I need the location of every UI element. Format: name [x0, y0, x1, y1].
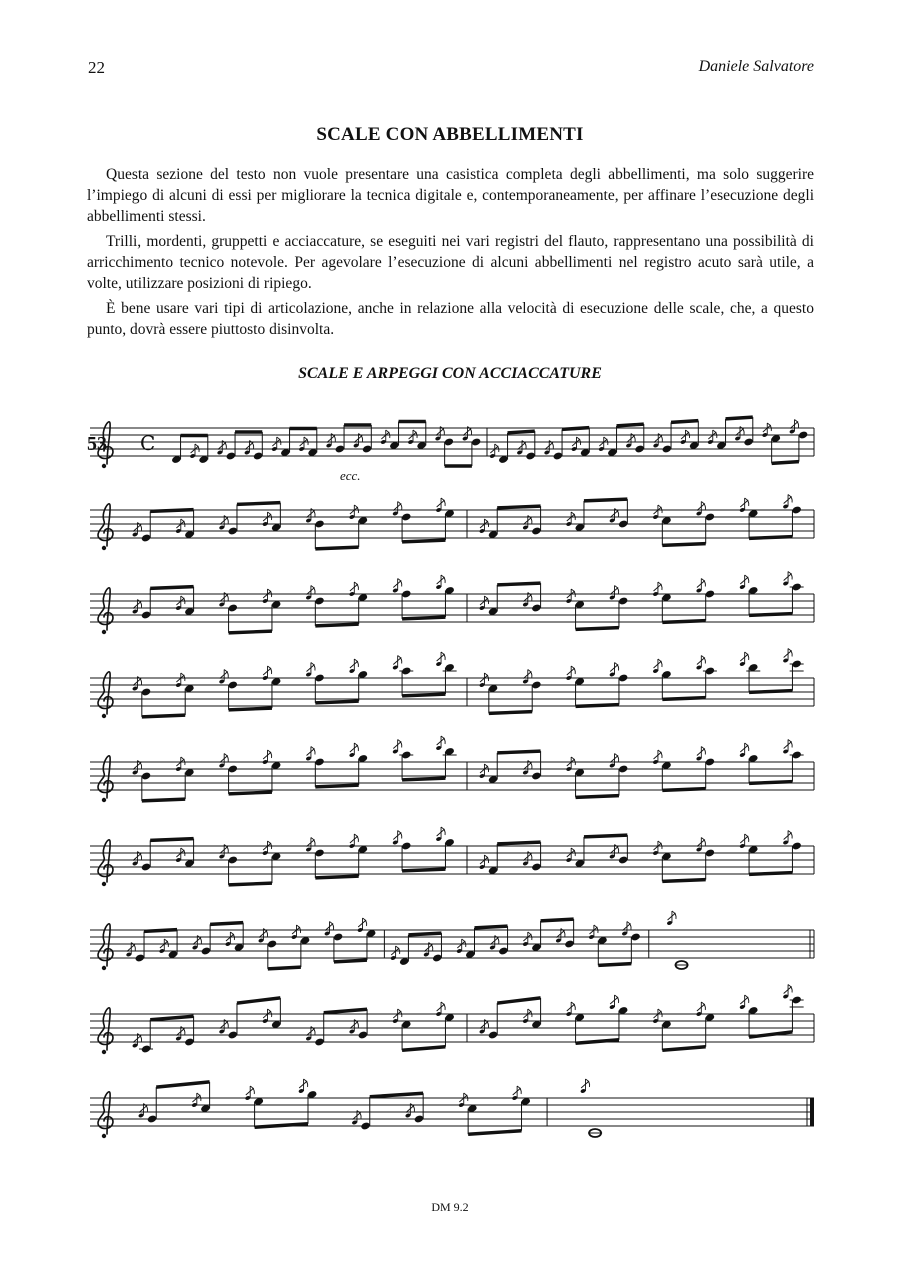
note-head — [147, 1114, 157, 1123]
grace-note-flag — [268, 841, 272, 849]
note-head — [630, 932, 640, 941]
note-head — [401, 750, 411, 759]
beam — [576, 796, 619, 798]
note-head — [314, 1037, 324, 1046]
grace-note-flag — [484, 855, 488, 863]
beam — [334, 960, 367, 962]
grace-note-flag — [745, 995, 749, 1003]
grace-note-flag — [627, 922, 631, 930]
note-head — [141, 1044, 151, 1053]
grace-note-flag — [354, 743, 358, 751]
grace-note-flag — [396, 946, 400, 954]
grace-note-flag — [354, 834, 358, 842]
note-head — [553, 451, 563, 460]
beam — [402, 694, 445, 696]
section-title: SCALE CON ABBELLIMENTI — [316, 124, 584, 145]
beam — [726, 417, 753, 419]
grace-note-flag — [604, 437, 608, 445]
beam — [468, 1131, 521, 1135]
note-head — [531, 771, 541, 780]
grace-note-flag — [311, 747, 315, 755]
grace-note-flag — [304, 437, 308, 445]
grace-note-flag — [701, 1002, 705, 1010]
note-head — [314, 519, 324, 528]
grace-note-flag — [230, 932, 234, 940]
grace-note-flag — [268, 750, 272, 758]
grace-note-flag — [224, 670, 228, 678]
grace-note-flag — [462, 939, 466, 947]
treble-clef-tail — [102, 966, 106, 970]
note-head — [705, 589, 715, 598]
beam — [576, 1040, 619, 1044]
grace-note-flag — [363, 918, 367, 926]
treble-clef-tail — [102, 798, 106, 802]
grace-note-flag — [181, 757, 185, 765]
note-head — [525, 451, 535, 460]
grace-note-flag — [441, 736, 445, 744]
beam — [662, 544, 705, 546]
grace-note-flag — [658, 841, 662, 849]
note-head — [401, 841, 411, 850]
beam — [402, 540, 445, 542]
note-head — [201, 946, 211, 955]
grace-note-flag — [745, 834, 749, 842]
beam — [662, 880, 705, 882]
grace-note-flag — [398, 831, 402, 839]
grace-note-flag — [701, 838, 705, 846]
grace-note-flag — [195, 444, 199, 452]
grace-note-flag — [484, 519, 488, 527]
grace-note-flag — [398, 502, 402, 510]
note-head — [618, 764, 628, 773]
note-head — [184, 1037, 194, 1046]
grace-note-flag — [615, 586, 619, 594]
beam — [402, 1047, 445, 1051]
grace-note-flag — [788, 572, 792, 580]
ecc-abbreviation: ecc. — [340, 468, 361, 483]
note-head — [618, 855, 628, 864]
beam — [671, 421, 698, 423]
grace-note-flag — [788, 740, 792, 748]
beam — [268, 967, 301, 969]
grace-note-flag — [586, 1079, 590, 1087]
beam — [662, 789, 705, 791]
beam — [237, 503, 280, 505]
grace-note-flag — [495, 444, 499, 452]
beam — [584, 499, 627, 501]
note-head — [414, 1114, 424, 1123]
beam — [315, 547, 358, 549]
grace-note-flag — [788, 985, 792, 993]
note-head — [471, 437, 481, 446]
grace-note-flag — [571, 589, 575, 597]
beam — [408, 933, 441, 935]
note-head — [798, 430, 808, 439]
beam — [150, 587, 193, 589]
grace-note-flag — [615, 663, 619, 671]
beam — [142, 799, 185, 801]
beam — [497, 842, 540, 844]
grace-note-flag — [701, 656, 705, 664]
exercise-number: 53 — [87, 433, 107, 455]
note-head — [228, 680, 238, 689]
grace-note-flag — [658, 750, 662, 758]
note-head — [618, 673, 628, 682]
grace-note-flag — [745, 743, 749, 751]
beam — [150, 1016, 193, 1020]
grace-note-flag — [441, 827, 445, 835]
grace-note-flag — [745, 652, 749, 660]
note-head — [228, 1030, 238, 1039]
grace-note-flag — [398, 656, 402, 664]
beam — [584, 835, 627, 837]
treble-clef-tail — [102, 630, 106, 634]
note-head — [253, 451, 263, 460]
grace-note-flag — [181, 848, 185, 856]
grace-note-flag — [354, 582, 358, 590]
beam — [150, 839, 193, 841]
grace-note-flag — [615, 995, 619, 1003]
author-name: Daniele Salvatore — [698, 58, 814, 75]
note-head — [228, 764, 238, 773]
note-head — [401, 589, 411, 598]
note-head — [488, 1030, 498, 1039]
note-head — [791, 659, 801, 668]
beam — [402, 778, 445, 780]
grace-note-flag — [197, 1093, 201, 1101]
grace-note-flag — [615, 754, 619, 762]
note-head — [791, 582, 801, 591]
grace-note-flag — [571, 666, 575, 674]
grace-note-flag — [658, 659, 662, 667]
note-head — [314, 848, 324, 857]
note-head — [401, 512, 411, 521]
note-head — [314, 596, 324, 605]
note-head — [531, 603, 541, 612]
note-head — [335, 444, 345, 453]
grace-note-flag — [571, 757, 575, 765]
beam — [772, 462, 799, 464]
grace-note-flag — [250, 1086, 254, 1094]
note-head — [791, 841, 801, 850]
grace-note-flag — [658, 1009, 662, 1017]
beam — [749, 873, 792, 875]
grace-note-flag — [441, 652, 445, 660]
beam — [749, 614, 792, 616]
grace-note-flag — [701, 747, 705, 755]
beam — [402, 869, 445, 871]
grace-note-flag — [398, 1009, 402, 1017]
footer-code: DM 9.2 — [431, 1200, 469, 1214]
grace-note-flag — [745, 498, 749, 506]
beam — [508, 431, 535, 433]
grace-note-flag — [311, 586, 315, 594]
beam — [315, 876, 358, 878]
treble-clef-tail — [102, 464, 106, 468]
grace-note-flag — [686, 430, 690, 438]
beam — [144, 930, 177, 932]
treble-clef-tail — [102, 1050, 106, 1054]
note-head — [531, 862, 541, 871]
grace-note-flag — [413, 430, 417, 438]
beam — [497, 998, 540, 1003]
grace-note-flag — [788, 649, 792, 657]
grace-note-flag — [441, 1002, 445, 1010]
note-head — [228, 855, 238, 864]
grace-note-flag — [484, 673, 488, 681]
grace-note-flag — [311, 663, 315, 671]
treble-clef-tail — [102, 882, 106, 886]
note-head — [226, 451, 236, 460]
grace-note-flag — [181, 596, 185, 604]
note-head — [314, 757, 324, 766]
beam — [229, 792, 272, 794]
note-head — [791, 505, 801, 514]
beam — [749, 691, 792, 693]
note-head — [531, 680, 541, 689]
intro-paragraph-1: Questa sezione del testo non vuole presentare una casistica completa degli abbellimenti, ma solo suggerire l’impiego di alcuni di essi per migliorare la tecnica digitale e, contemporaneamente, per affinare l’esecuzione degli abbellimenti stessi. — [87, 166, 814, 225]
beam — [662, 1047, 705, 1051]
grace-note-flag — [398, 740, 402, 748]
grace-note-flag — [277, 437, 281, 445]
intro-paragraph-2: Trilli, mordenti, gruppetti e acciaccature, se eseguiti nei vari registri del flauto, rappresentano una possibilità di arricchimento tecnico notevole. Per agevolare l’esecuzione di alcuni abbellimenti nel registro acuto sarà utile, a volte, utilizzare posizioni di ripiego. — [87, 233, 814, 292]
beam — [489, 712, 532, 714]
note-head — [401, 666, 411, 675]
grace-note-flag — [672, 911, 676, 919]
grace-note-flag — [713, 430, 717, 438]
beam — [370, 1093, 423, 1097]
grace-note-flag — [577, 437, 581, 445]
beam — [315, 624, 358, 626]
note-head — [618, 519, 628, 528]
note-head — [743, 437, 753, 446]
beam — [662, 621, 705, 623]
grace-note-flag — [571, 1002, 575, 1010]
grace-note-flag — [484, 596, 488, 604]
beam — [617, 424, 644, 426]
beam — [229, 883, 272, 885]
grace-note-flag — [268, 1009, 272, 1017]
grace-note-flag — [795, 420, 799, 428]
note-head — [141, 771, 151, 780]
grace-note-flag — [658, 505, 662, 513]
grace-note-flag — [224, 754, 228, 762]
note-head — [498, 946, 508, 955]
note-head — [141, 610, 151, 619]
grace-note-flag — [268, 589, 272, 597]
grace-note-flag — [517, 1086, 521, 1094]
note-head — [362, 444, 372, 453]
grace-note-flag — [464, 1093, 468, 1101]
beam — [150, 510, 193, 512]
note-head — [531, 526, 541, 535]
grace-note-flag — [571, 848, 575, 856]
beam — [156, 1082, 209, 1087]
beam — [541, 919, 574, 921]
beam — [255, 1124, 308, 1128]
beam — [229, 708, 272, 710]
grace-note-flag — [528, 1009, 532, 1017]
grace-note-flag — [788, 831, 792, 839]
beam — [576, 628, 619, 630]
note-head — [705, 666, 715, 675]
beam — [598, 964, 631, 966]
note-head — [360, 1121, 370, 1130]
beam — [749, 537, 792, 539]
note-head — [705, 848, 715, 857]
grace-note-flag — [441, 498, 445, 506]
grace-note-flag — [398, 579, 402, 587]
note-head — [662, 444, 672, 453]
grace-note-flag — [354, 659, 358, 667]
beam — [576, 705, 619, 707]
grace-note-flag — [788, 495, 792, 503]
grace-note-flag — [528, 932, 532, 940]
beam — [324, 1009, 367, 1013]
beam — [749, 782, 792, 784]
grace-note-flag — [701, 502, 705, 510]
beam — [315, 701, 358, 703]
grace-note-flag — [571, 512, 575, 520]
note-head — [135, 953, 145, 962]
grace-note-flag — [304, 1079, 308, 1087]
note-head — [228, 526, 238, 535]
grace-note-flag — [594, 925, 598, 933]
grace-note-flag — [311, 838, 315, 846]
beam — [142, 715, 185, 717]
note-head — [791, 995, 801, 1004]
note-head — [705, 757, 715, 766]
treble-clef-tail — [102, 1134, 106, 1138]
beam — [210, 923, 243, 925]
grace-note-flag — [330, 922, 334, 930]
beam — [497, 506, 540, 508]
exercise-subtitle: SCALE E ARPEGGI CON ACCIACCATURE — [298, 365, 602, 382]
grace-note-flag — [767, 423, 771, 431]
grace-note-flag — [528, 670, 532, 678]
grace-note-flag — [296, 925, 300, 933]
grace-note-flag — [658, 582, 662, 590]
beam — [315, 785, 358, 787]
grace-note-flag — [745, 575, 749, 583]
intro-paragraph-3: È bene usare vari tipi di articolazione, anche in relazione alla velocità di esecuzione delle scale, che, a questo punto, dovrà essere piuttosto disinvolta. — [87, 300, 814, 338]
beam — [749, 1032, 792, 1037]
page-number: 22 — [88, 58, 105, 77]
treble-clef-tail — [102, 546, 106, 550]
note-head — [564, 939, 574, 948]
note-head — [141, 533, 151, 542]
note-head — [432, 953, 442, 962]
note-head — [444, 437, 454, 446]
grace-note-flag — [441, 575, 445, 583]
note-head — [358, 1030, 368, 1039]
note-head — [314, 673, 324, 682]
note-head — [333, 932, 343, 941]
note-head — [267, 939, 277, 948]
note-head — [141, 862, 151, 871]
grace-note-flag — [484, 764, 488, 772]
grace-note-flag — [181, 519, 185, 527]
note-head — [705, 512, 715, 521]
beam — [229, 631, 272, 633]
beam — [562, 428, 589, 430]
grace-note-flag — [701, 579, 705, 587]
grace-note-flag — [181, 673, 185, 681]
note-head — [618, 596, 628, 605]
beam — [497, 751, 540, 753]
grace-note-flag — [386, 430, 390, 438]
beam — [662, 698, 705, 700]
grace-note-flag — [268, 666, 272, 674]
beam — [237, 998, 280, 1003]
grace-note-flag — [268, 512, 272, 520]
grace-note-flag — [354, 505, 358, 513]
note-head — [791, 750, 801, 759]
note-head — [634, 444, 644, 453]
grace-note-flag — [164, 939, 168, 947]
beam — [402, 617, 445, 619]
beam — [497, 583, 540, 585]
time-signature: C — [140, 431, 156, 455]
note-head — [228, 603, 238, 612]
beam — [475, 926, 508, 928]
treble-clef-tail — [102, 714, 106, 718]
note-head — [141, 687, 151, 696]
